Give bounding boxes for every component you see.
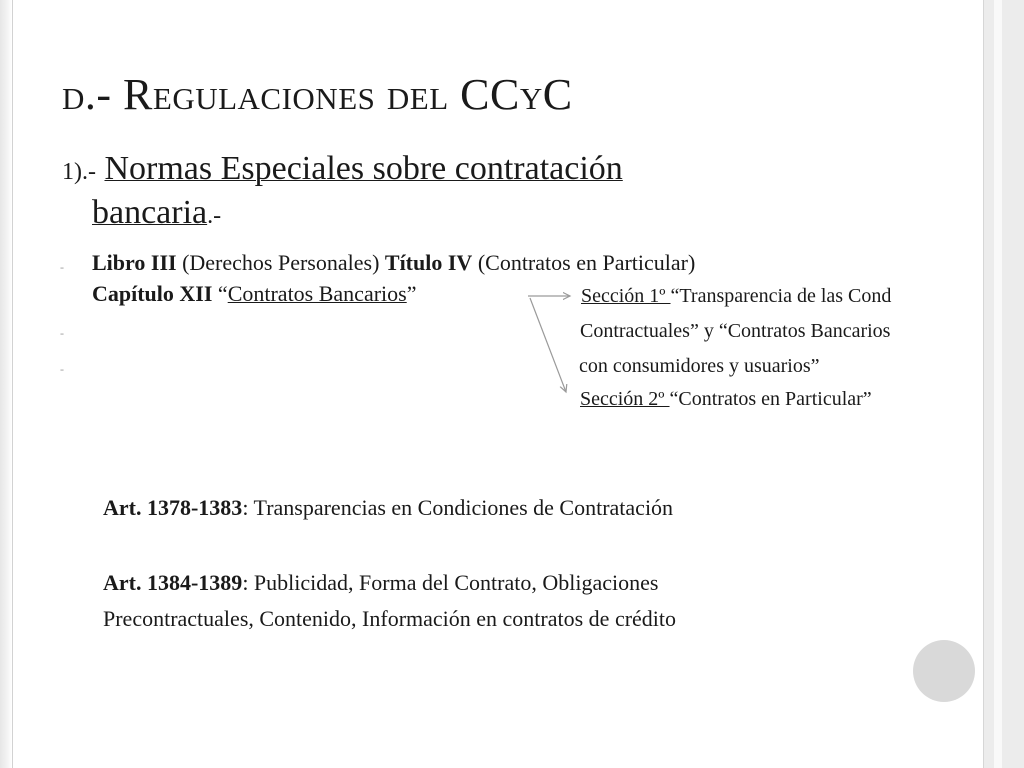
article-2-continued: Precontractuales, Contenido, Información en contratos de crédito bbox=[103, 606, 677, 631]
section2-label: Sección 2º bbox=[580, 388, 670, 410]
section2-text: “Contratos en Particular” bbox=[669, 388, 872, 410]
slide-title: d.- Regulaciones del CCyC bbox=[62, 70, 573, 119]
chapter-quote-close: ” bbox=[406, 281, 417, 306]
section-heading-line2: bancaria bbox=[92, 194, 208, 231]
bullet-dash: - bbox=[60, 362, 64, 376]
book-text: (Derechos Personales) bbox=[176, 250, 385, 275]
arrow-to-section2 bbox=[530, 298, 566, 392]
title-text: (Contratos en Particular) bbox=[472, 250, 696, 275]
chapter-label: Capítulo XII bbox=[92, 281, 213, 306]
title-label: Título IV bbox=[384, 250, 473, 275]
section-heading-suffix: .- bbox=[207, 203, 222, 229]
slide-frame-left-line bbox=[12, 0, 13, 768]
article-1-text: : Transparencias en Condiciones de Contratación bbox=[242, 495, 674, 520]
article-1 bbox=[103, 495, 673, 521]
section-heading bbox=[62, 148, 623, 193]
section1-line2: Contractuales” y “Contratos Bancarios bbox=[580, 320, 891, 342]
bullet-dash: - bbox=[60, 326, 64, 340]
section1-line1 bbox=[581, 284, 891, 308]
section-number: 1).- bbox=[62, 159, 96, 185]
section-heading-continued bbox=[92, 192, 221, 237]
article-2-ref: Art. 1384-1389 bbox=[103, 570, 243, 595]
article-1-ref: Art. 1378-1383 bbox=[103, 495, 243, 520]
bullet-line-book bbox=[92, 250, 695, 276]
section1-text: “Transparencia de las Cond bbox=[670, 285, 892, 307]
article-2 bbox=[103, 570, 658, 596]
section1-label: Sección 1º bbox=[581, 285, 671, 307]
bullet-dash: - bbox=[60, 260, 64, 274]
slide-frame-left bbox=[0, 0, 12, 768]
section-heading-line1: Normas Especiales sobre contratación bbox=[104, 150, 623, 187]
section2-line bbox=[580, 387, 872, 411]
decorative-circle bbox=[913, 640, 975, 702]
bullet-line-chapter bbox=[92, 281, 416, 307]
section1-line3: con consumidores y usuarios” bbox=[579, 355, 820, 377]
chapter-quote-open: “ bbox=[212, 281, 228, 306]
chapter-name: Contratos Bancarios bbox=[227, 281, 407, 306]
slide-frame-right-stripe bbox=[994, 0, 1002, 768]
slide-frame-right bbox=[984, 0, 1024, 768]
book-label: Libro III bbox=[92, 250, 177, 275]
article-2-text: : Publicidad, Forma del Contrato, Obligaciones bbox=[242, 570, 659, 595]
